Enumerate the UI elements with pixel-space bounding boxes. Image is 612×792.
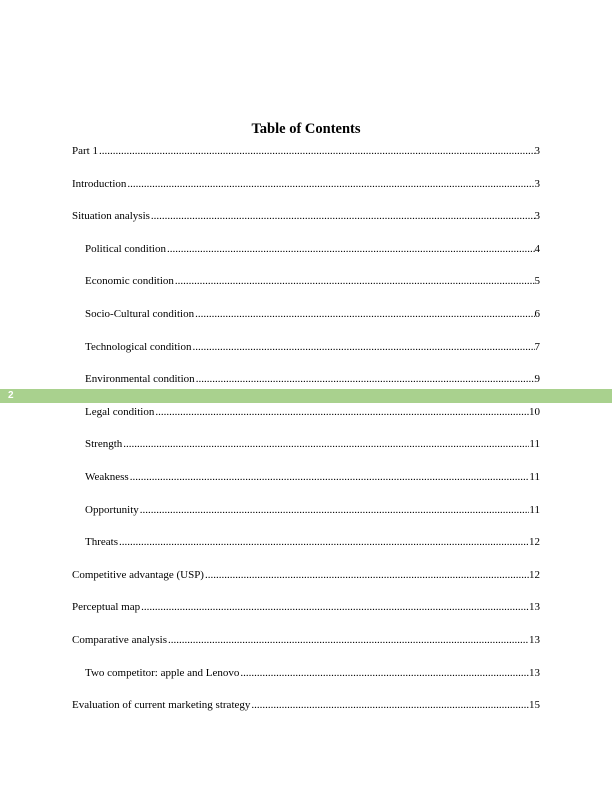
toc-entry[interactable] bbox=[72, 697, 540, 730]
toc-entry-label[interactable]: Situation analysis bbox=[72, 210, 150, 223]
toc-entry-label[interactable]: Strength bbox=[85, 438, 123, 451]
toc-dot-leader bbox=[240, 665, 529, 681]
toc-entry-label[interactable]: Weakness bbox=[85, 470, 129, 483]
toc-entry-label[interactable]: Comparative analysis bbox=[72, 633, 168, 646]
toc-entry[interactable] bbox=[72, 665, 540, 698]
toc-entry[interactable] bbox=[72, 339, 540, 372]
toc-entry[interactable] bbox=[72, 502, 540, 535]
toc-dot-leader bbox=[192, 339, 534, 355]
toc-entry-page: 11 bbox=[529, 470, 540, 483]
toc-entry-label[interactable]: Perceptual map bbox=[72, 601, 141, 614]
toc-dot-leader bbox=[140, 502, 530, 518]
toc-entry-label[interactable]: Environmental condition bbox=[85, 373, 195, 386]
toc-entry-page: 11 bbox=[529, 438, 540, 451]
toc-entry-page: 3 bbox=[534, 177, 540, 190]
toc-entry-label[interactable]: Two competitor: apple and Lenovo bbox=[85, 666, 240, 679]
toc-entry-label[interactable]: Threats bbox=[85, 536, 118, 549]
toc-title: Table of Contents bbox=[251, 120, 361, 137]
toc-entry-label[interactable]: Political condition bbox=[85, 242, 166, 255]
toc-entry-page: 13 bbox=[529, 601, 540, 614]
page-number: 2 bbox=[8, 390, 14, 401]
toc-entry-label[interactable]: Competitive advantage (USP) bbox=[72, 568, 204, 581]
toc-dot-leader bbox=[251, 697, 529, 713]
toc-dot-leader bbox=[168, 632, 529, 648]
toc-dot-leader bbox=[155, 404, 529, 420]
toc-entry-label[interactable]: Technological condition bbox=[85, 340, 192, 353]
toc-entry-page: 13 bbox=[529, 633, 540, 646]
toc-dot-leader bbox=[175, 273, 535, 289]
toc-entry[interactable] bbox=[72, 599, 540, 632]
toc-entry-label[interactable]: Socio-Cultural condition bbox=[85, 307, 195, 320]
toc-entry[interactable] bbox=[72, 176, 540, 209]
toc-entry[interactable] bbox=[72, 469, 540, 502]
toc-entry-label[interactable]: Part 1 bbox=[72, 145, 98, 157]
toc-dot-leader bbox=[123, 436, 529, 452]
toc-entry-page: 6 bbox=[534, 307, 540, 320]
toc-dot-leader bbox=[151, 208, 535, 224]
toc-dot-leader bbox=[195, 306, 534, 322]
toc-entry-page: 3 bbox=[534, 210, 540, 223]
toc-dot-leader bbox=[99, 143, 535, 159]
toc-entry[interactable] bbox=[72, 143, 540, 176]
toc-entry[interactable] bbox=[72, 404, 540, 437]
toc-entry[interactable] bbox=[72, 273, 540, 306]
toc-entry-label[interactable]: Evaluation of current marketing strategy bbox=[72, 699, 251, 712]
toc-entry-page: 12 bbox=[529, 536, 540, 549]
toc-entry-page: 10 bbox=[529, 405, 540, 418]
toc-dot-leader bbox=[130, 469, 530, 485]
toc-entry-page: 11 bbox=[529, 503, 540, 516]
toc-entry[interactable] bbox=[72, 241, 540, 274]
toc-dot-leader bbox=[141, 599, 529, 615]
toc-entry-label[interactable]: Economic condition bbox=[85, 275, 174, 288]
toc-list bbox=[72, 143, 540, 730]
page-number-bar bbox=[0, 389, 612, 403]
toc-entry[interactable] bbox=[72, 306, 540, 339]
toc-entry[interactable] bbox=[72, 208, 540, 241]
toc-entry-page: 4 bbox=[534, 242, 540, 255]
toc-entry-label[interactable]: Legal condition bbox=[85, 405, 155, 418]
toc-entry[interactable] bbox=[72, 436, 540, 469]
toc-entry-page: 3 bbox=[534, 145, 540, 157]
toc-dot-leader bbox=[205, 567, 529, 583]
toc-dot-leader bbox=[119, 534, 529, 550]
toc-entry-page: 5 bbox=[534, 275, 540, 288]
toc-entry-page: 12 bbox=[529, 568, 540, 581]
toc-entry[interactable] bbox=[72, 632, 540, 665]
toc-entry[interactable] bbox=[72, 567, 540, 600]
toc-entry-page: 7 bbox=[534, 340, 540, 353]
toc-entry-page: 13 bbox=[529, 666, 540, 679]
toc-dot-leader bbox=[196, 371, 535, 387]
toc-entry-label[interactable]: Opportunity bbox=[85, 503, 139, 516]
toc-entry-page: 15 bbox=[529, 699, 540, 712]
toc-entry-page: 9 bbox=[534, 373, 540, 386]
toc-entry-label[interactable]: Introduction bbox=[72, 177, 127, 190]
toc-dot-leader bbox=[167, 241, 535, 257]
toc-dot-leader bbox=[127, 176, 534, 192]
toc-entry[interactable] bbox=[72, 534, 540, 567]
